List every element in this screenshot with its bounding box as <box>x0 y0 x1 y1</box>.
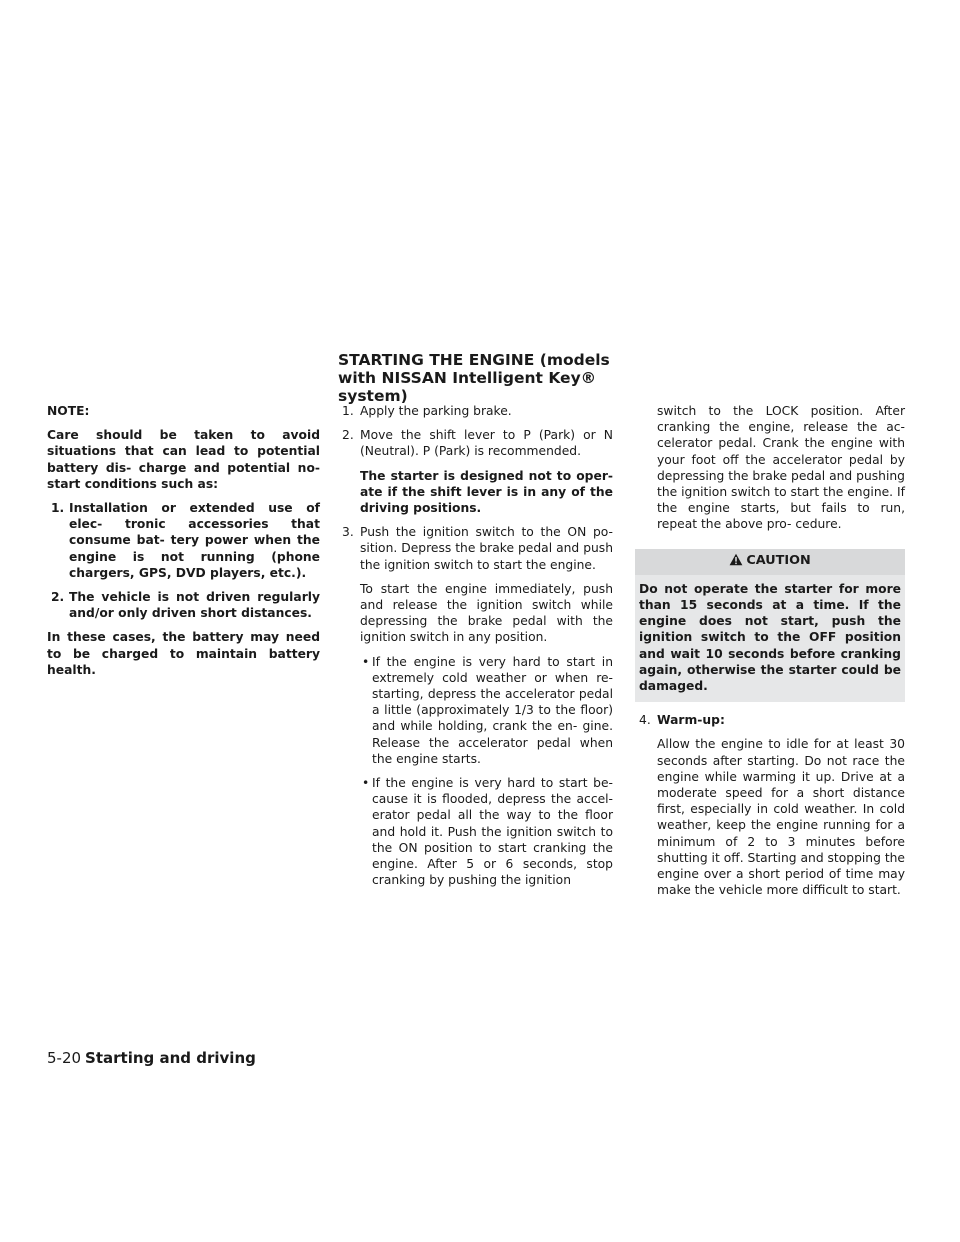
step-2-note: The starter is designed not to oper- ate if the shift lever is in any of the driving positions. <box>360 468 613 516</box>
note-item-2 <box>47 589 320 621</box>
step-text: Push the ignition switch to the ON po- sition. Depress the brake pedal and push the ignition switch to start the engine. <box>360 525 613 572</box>
page-number: 5-20 <box>47 1049 82 1067</box>
note-intro: Care should be taken to avoid situations that can lead to potential battery dis- charge and potential no-start conditions such as: <box>47 428 320 491</box>
bullet-dot: • <box>362 654 370 669</box>
step-4-text: Allow the engine to idle for at least 30 seconds after starting. Do not race the engine while warming it up. Drive at a moderate speed for a short distance first, especially in cold weather. In cold weather, keep the engine running for a minimum of 2 to 3 minutes before shutting it off. Starting and stopping the engine over a short period of time may make the vehicle more difficult to start. <box>657 737 905 898</box>
caution-text: Do not operate the starter for more than 15 seconds at a time. If the engine does not start, push the ignition switch to the OFF position and wait 10 seconds before cranking again, otherwise the starter could be damaged. <box>635 575 905 702</box>
step-text: Apply the parking brake. <box>360 404 512 418</box>
page-footer <box>47 1049 256 1067</box>
section-title: STARTING THE ENGINE (models with NISSAN Intelligent Key® system) <box>338 351 610 405</box>
column-1 <box>47 403 320 686</box>
bullet-item <box>338 775 613 888</box>
note-outro: In these cases, the battery may need to be charged to maintain battery health. <box>47 630 320 677</box>
bullet-item <box>338 654 613 767</box>
caution-header <box>635 549 905 575</box>
caution-box <box>635 549 905 703</box>
warning-triangle-icon <box>729 553 743 571</box>
note-label: NOTE: <box>47 404 90 418</box>
step-text: Move the shift lever to P (Park) or N (Neutral). P (Park) is recommended. <box>360 428 613 459</box>
note-item-1 <box>47 500 320 581</box>
step-number: 2. <box>342 428 354 443</box>
caution-label: CAUTION <box>746 552 811 568</box>
step-number: 3. <box>342 525 354 540</box>
note-item-number: 1. <box>51 501 65 516</box>
step-3-paragraph: To start the engine immediately, push and release the ignition switch while depressing the brake pedal with the ignition switch in any position. <box>360 581 613 645</box>
note-item-number: 2. <box>51 590 65 605</box>
step-1 <box>338 403 613 419</box>
bullet-dot: • <box>362 776 370 791</box>
column-2 <box>338 403 613 896</box>
bullet-text: If the engine is very hard to start be- cause it is flooded, depress the accel- erator pedal all the way to the floor and hold it. Push the ignition switch to the ON position to start cranking the engine. After 5 or 6 seconds, stop cranking by pushing the ignition <box>372 776 613 888</box>
note-item-text: Installation or extended use of elec- tronic accessories that consume bat- tery power when the engine is not running (phone chargers, GPS, DVD players, etc.). <box>69 501 320 580</box>
note-item-text: The vehicle is not driven regularly and/or only driven short distances. <box>69 590 320 621</box>
step-number: 4. <box>639 713 651 728</box>
step-4 <box>635 712 905 728</box>
step-3 <box>338 524 613 573</box>
step-2 <box>338 427 613 459</box>
step-number: 1. <box>342 404 354 418</box>
bullet-text: If the engine is very hard to start in extremely cold weather or when re- starting, depress the accelerator pedal a little (approximately 1/3 to the floor) and while holding, crank the en- gine. Release the accelerator pedal when the engine starts. <box>372 654 613 766</box>
continued-text: switch to the LOCK position. After cranking the engine, release the ac- celerator pedal. Crank the engine with your foot off the accelerator pedal by depressing the brake pedal and pushing the ignition switch to start the engine. If the engine starts, but fails to run, repeat the above pro- cedure. <box>657 404 905 532</box>
step-title: Warm-up: <box>657 713 725 728</box>
footer-section-name: Starting and driving <box>85 1049 256 1067</box>
column-3 <box>635 403 905 906</box>
